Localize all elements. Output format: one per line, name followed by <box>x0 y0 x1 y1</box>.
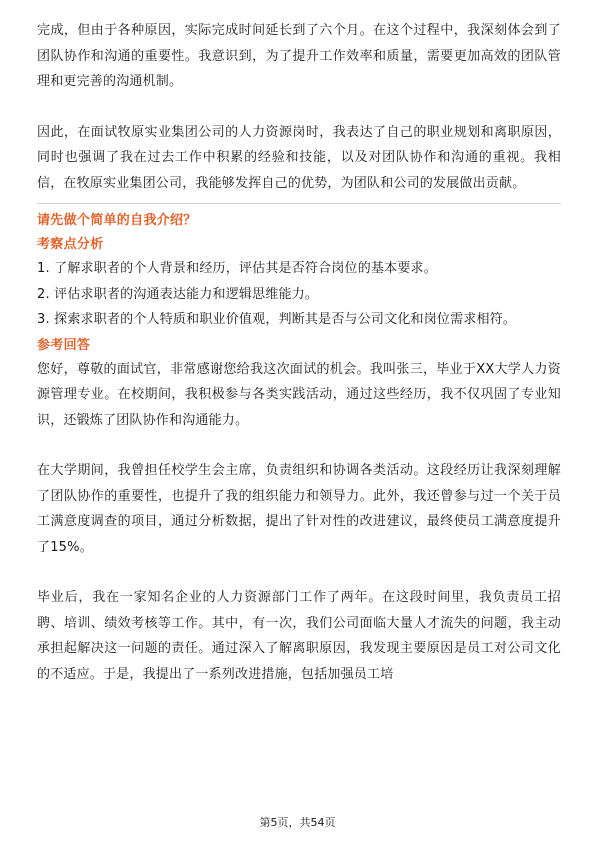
answer-heading: 参考回答 <box>37 337 91 353</box>
paragraph: 完成，但由于各种原因，实际完成时间延长到了六个月。在这个过程中，我深刻体会到了团队协作和沟通的重要性。我意识到，为了提升工作效率和质量，需要更加高效的团队管理和更完善的沟通机制。 <box>37 23 561 89</box>
analysis-heading: 考察点分析 <box>37 237 104 252</box>
paragraph: 您好，尊敬的面试官，非常感谢您给我这次面试的机会。我叫张三，毕业于XX大学人力资源管理专业。在校期间，我积极参与各类实践活动，通过这些经历，我不仅巩固了专业知识，还锻炼了团队协作和沟通能力。 <box>37 361 561 428</box>
document-page <box>37 18 561 687</box>
section-divider <box>37 203 561 204</box>
paragraph: 毕业后，我在一家知名企业的人力资源部门工作了两年。在这段时间里，我负责员工招聘、培训、绩效考核等工作。其中，有一次，我们公司面临大量人才流失的问题，我主动承担起解决这一问题的责任。通过深入了解离职原因，我发现主要原因是员工对公司文化的不适应。于是，我提出了一系列改进措施，包括加强员工培 <box>37 590 561 682</box>
list-item: 2. 评估求职者的沟通表达能力和逻辑思维能力。 <box>37 286 319 302</box>
paragraph: 因此，在面试牧原实业集团公司的人力资源岗时，我表达了自己的职业规划和离职原因，同时也强调了我在过去工作中积累的经验和技能，以及对团队协作和沟通的重视。我相信，在牧原实业集团公司，我能够发挥自己的优势，为团队和公司的发展做出贡献。 <box>37 124 561 191</box>
paragraph: 在大学期间，我曾担任校学生会主席，负责组织和协调各类活动。这段经历让我深刻理解了团队协作的重要性，也提升了我的组织能力和领导力。此外，我还曾参与过一个关于员工满意度调查的项目，通过分析数据，提出了针对性的改进建议，最终使员工满意度提升了15%。 <box>37 463 561 555</box>
list-item: 1. 了解求职者的个人背景和经历，评估其是否符合岗位的基本要求。 <box>37 261 437 276</box>
question-title: 请先做个简单的自我介绍？ <box>37 213 197 228</box>
page-number: 第5页，共54页 <box>259 816 336 829</box>
list-item: 3. 探索求职者的个人特质和职业价值观，判断其是否与公司文化和岗位需求相符。 <box>37 312 517 327</box>
